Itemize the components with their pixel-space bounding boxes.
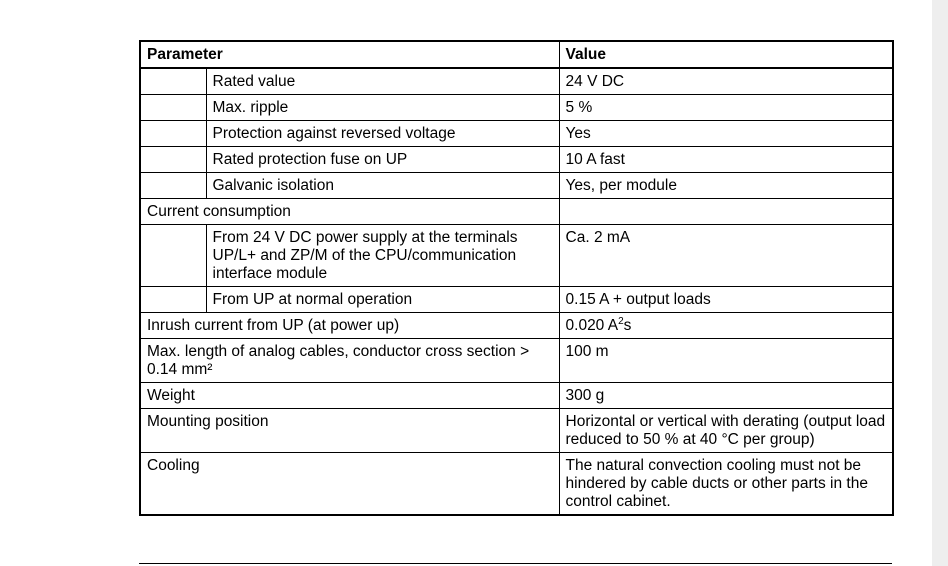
value-text: 0.020 A [565,317,619,334]
parameter-cell: Max. length of analog cables, conductor cross section > 0.14 mm² [140,339,559,383]
value-cell [559,313,893,339]
value-cell: 300 g [559,383,893,409]
table-row [140,453,893,516]
value-cell [559,199,893,225]
table-row [140,383,893,409]
indent-cell [140,121,206,147]
table-row [140,147,893,173]
parameter-cell: From 24 V DC power supply at the terminals UP/L+ and ZP/M of the CPU/communication interface module [206,225,559,287]
value-superscript: 2 [618,315,624,327]
value-cell: Yes, per module [559,173,893,199]
table-row [140,68,893,95]
indent-cell [140,68,206,95]
parameter-cell: From UP at normal operation [206,287,559,313]
indent-cell [140,95,206,121]
parameter-cell: Protection against reversed voltage [206,121,559,147]
parameter-cell: Current consumption [140,199,559,225]
vertical-scrollbar[interactable] [932,0,948,566]
value-cell: 0.15 A + output loads [559,287,893,313]
table-row [140,313,893,339]
parameter-cell: Galvanic isolation [206,173,559,199]
header-value: Value [559,41,893,68]
table-row [140,95,893,121]
indent-cell [140,173,206,199]
footer-rule [139,563,892,564]
indent-cell [140,225,206,287]
parameter-cell: Weight [140,383,559,409]
parameter-cell: Rated value [206,68,559,95]
value-cell: 5 % [559,95,893,121]
parameter-cell: Inrush current from UP (at power up) [140,313,559,339]
value-cell: Horizontal or vertical with derating (output load reduced to 50 % at 40 °C per group) [559,409,893,453]
parameter-cell: Rated protection fuse on UP [206,147,559,173]
table-row [140,173,893,199]
parameter-cell: Max. ripple [206,95,559,121]
header-parameter: Parameter [140,41,559,68]
table-row [140,225,893,287]
table-header-row [140,41,893,68]
value-cell: 10 A fast [559,147,893,173]
value-cell: 100 m [559,339,893,383]
value-cell: Ca. 2 mA [559,225,893,287]
parameter-cell: Mounting position [140,409,559,453]
value-cell: Yes [559,121,893,147]
table-row [140,199,893,225]
table-row [140,287,893,313]
indent-cell [140,147,206,173]
indent-cell [140,287,206,313]
value-cell: The natural convection cooling must not be hindered by cable ducts or other parts in the control cabinet. [559,453,893,516]
table-row [140,339,893,383]
value-text-tail: s [623,317,632,334]
table-row [140,409,893,453]
parameter-cell: Cooling [140,453,559,516]
spec-table [139,40,894,516]
table-row [140,121,893,147]
value-cell: 24 V DC [559,68,893,95]
